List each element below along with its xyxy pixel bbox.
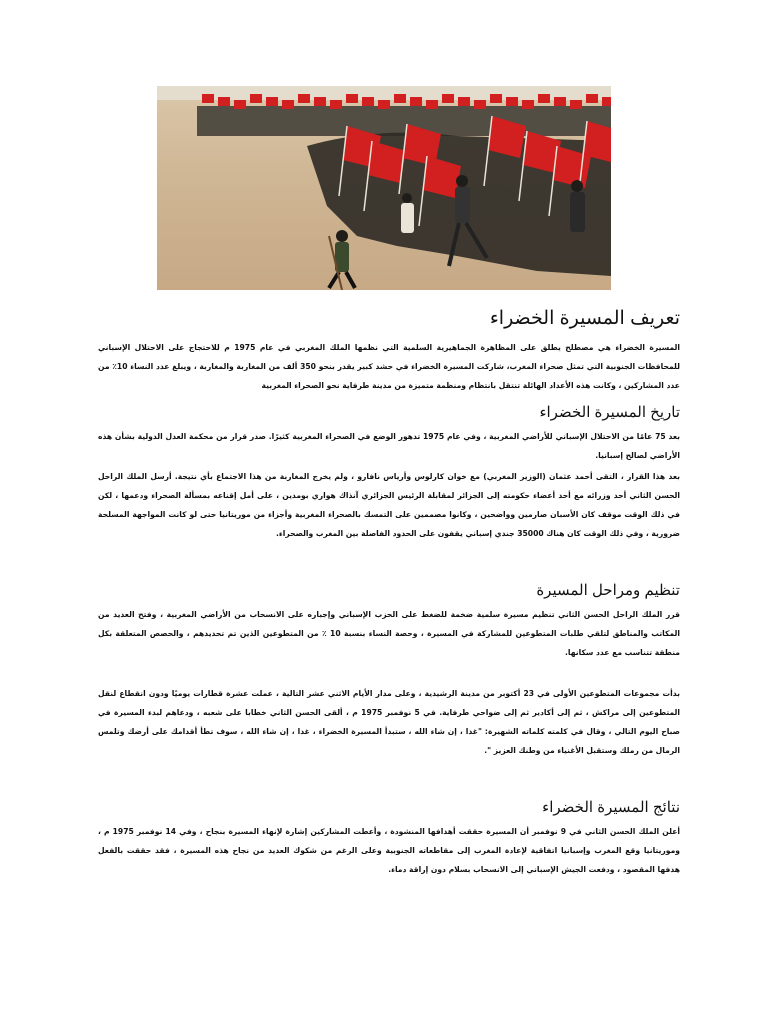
section-title: تاريخ المسيرة الخضراء	[539, 404, 680, 421]
section-organization	[98, 581, 680, 760]
flag-icon	[346, 94, 358, 103]
flag-icon	[218, 97, 230, 106]
spacer	[98, 664, 680, 684]
flag-icon	[554, 97, 566, 106]
spacer	[98, 762, 680, 790]
paragraph: بدأت مجموعات المتطوعين الأولى في 23 أكتوبر من مدينة الرشيدية ، وعلى مدار الأيام الاثني عشر التالية ، عملت عشرة قطارات يوميًا ودون انقطاع لنقل المتطوعين إلى مراكش ، ثم إلى أكادير ثم إلى ضواحي طرفاية. في 5 نوفمبر 1975 م ، ألقى الحسن الثاني خطابا على شعبه ، ودعاهم لبدء المسيرة في صباح اليوم التالي ، وقال في كلمته كلماته الشهيرة: "غدا ، إن شاء الله ، ستبدأ المسيرة الخضراء ، غدا ، إن شاء الله ، سوف تطأ أقدامك على أرضك وتلمس الرمال من رملك وستقبل الأغنياء من وطنك العزيز ".	[98, 689, 680, 755]
flag-icon	[410, 97, 422, 106]
article-body	[98, 296, 680, 881]
flag-icon	[330, 100, 342, 109]
flag-icon	[202, 94, 214, 103]
flag-icon	[458, 97, 470, 106]
section-results	[98, 798, 680, 879]
paragraph: أعلن الملك الحسن الثاني في 9 نوفمبر أن المسيرة حققت أهدافها المنشودة ، وأعطت المشاركين إشارة لإنهاء المسيرة بنجاح ، وفي 14 نوفمبر 1975 م ، وموريتانيا وقع المغرب وإسبانيا اتفاقية لإعادة المغرب إلى مقاطعاته الجنوبية وعلى الرغم من شكوك العديد من نجاح هذه المسيرة ، فقد حققت بالفعل هدفها المقصود ، ودفعت الجيش الإسباني إلى الانسحاب بسلام دون إراقة دماء.	[98, 827, 680, 874]
section-history	[98, 403, 680, 543]
flag-icon	[522, 100, 534, 109]
section-title: نتائج المسيرة الخضراء	[542, 799, 680, 816]
section-definition	[98, 306, 680, 395]
paragraph: قرر الملك الراحل الحسن الثاني تنظيم مسيرة سلمية ضخمة للضغط على الحزب الإسباني وإجباره على الانسحاب من الأراضي المغربية ، وفتح العديد من المكاتب والمناطق لتلقي طلبات المتطوعين للمشاركة في المسيرة ، وحصة النساء بنسبة 10 ٪ من المتطوعين الذين تم تحديدهم ، والحصص المتعلقة بكل منطقة تتناسب مع عدد سكانها.	[98, 610, 680, 657]
flag-icon	[298, 94, 310, 103]
section-title: تنظيم ومراحل المسيرة	[536, 582, 680, 599]
flag-icon	[314, 97, 326, 106]
flag-icon	[282, 100, 294, 109]
flag-icon	[602, 97, 611, 106]
flag-icon	[394, 94, 406, 103]
flag-icon	[490, 94, 502, 103]
flag-icon	[474, 100, 486, 109]
flag-icon	[506, 97, 518, 106]
flag-icon	[362, 97, 374, 106]
paragraph: بعد 75 عامًا من الاحتلال الإسباني للأراضي المغربية ، وفي عام 1975 تدهور الوضع في الصحراء المغربية كثيرًا. صدر قرار من محكمة العدل الدولية بشأن هذه الأراضي لصالح إسبانيا.	[98, 432, 680, 460]
marchers-photo	[157, 86, 611, 290]
marchers-photo-drawing	[157, 86, 611, 290]
flag-icon	[378, 100, 390, 109]
paragraph: بعد هذا القرار ، التقى أحمد عثمان (الوزير المغربي) مع خوان كارلوس وأرياس نافارو ، ولم يخرج المغاربة من هذا الاجتماع بأي نتيجة. أرسل الملك الراحل الحسن الثاني أحد وزرائه مع أحد أعضاء حكومته إلى الجزائر لمقابلة الرئيس الجزائري آنذاك هواري بومدين ، على أمل إقناعه بمسألة الصحراء ودعمها ، لكن في ذلك الوقت موقف كان الأسبان صارمين وواضحين ، وكانوا مصممين على التمسك بالصحراء المغربية وأجزاء من موريتانيا حتى لو كانت المواجهة المسلحة ضرورية ، وفي ذلك الوقت كان هناك 35000 جندي إسباني يقفون على الحدود الفاصلة بين المغرب والصحراء.	[98, 472, 680, 538]
flag-icon	[538, 94, 550, 103]
flag-icon	[570, 100, 582, 109]
flag-icon	[266, 97, 278, 106]
flag-icon	[234, 100, 246, 109]
flag-icon	[426, 100, 438, 109]
spacer	[98, 545, 680, 573]
flag-icon	[442, 94, 454, 103]
flag-icon	[586, 94, 598, 103]
flag-icon	[250, 94, 262, 103]
section-title: تعريف المسيرة الخضراء	[489, 308, 680, 329]
paragraph: المسيرة الخضراء هي مصطلح يطلق على المظاهرة الجماهيرية السلمية التي نظمها الملك المغربي في عام 1975 م للاحتجاج على الاحتلال الإسباني للمحافظات الجنوبية التي تمثل صحراء المغرب، شاركت المسيرة الخضراء في حشد كبير يقدر بنحو 350 ألف من المغاربة والمغاربة ، ويبلغ عدد النساء 10٪ من عدد المشاركين ، وكانت هذه الأعداد الهائلة تنتقل بانتظام ومنظمة متميزة من مدينة طرفاية نحو الصحراء المغربية	[98, 343, 680, 390]
